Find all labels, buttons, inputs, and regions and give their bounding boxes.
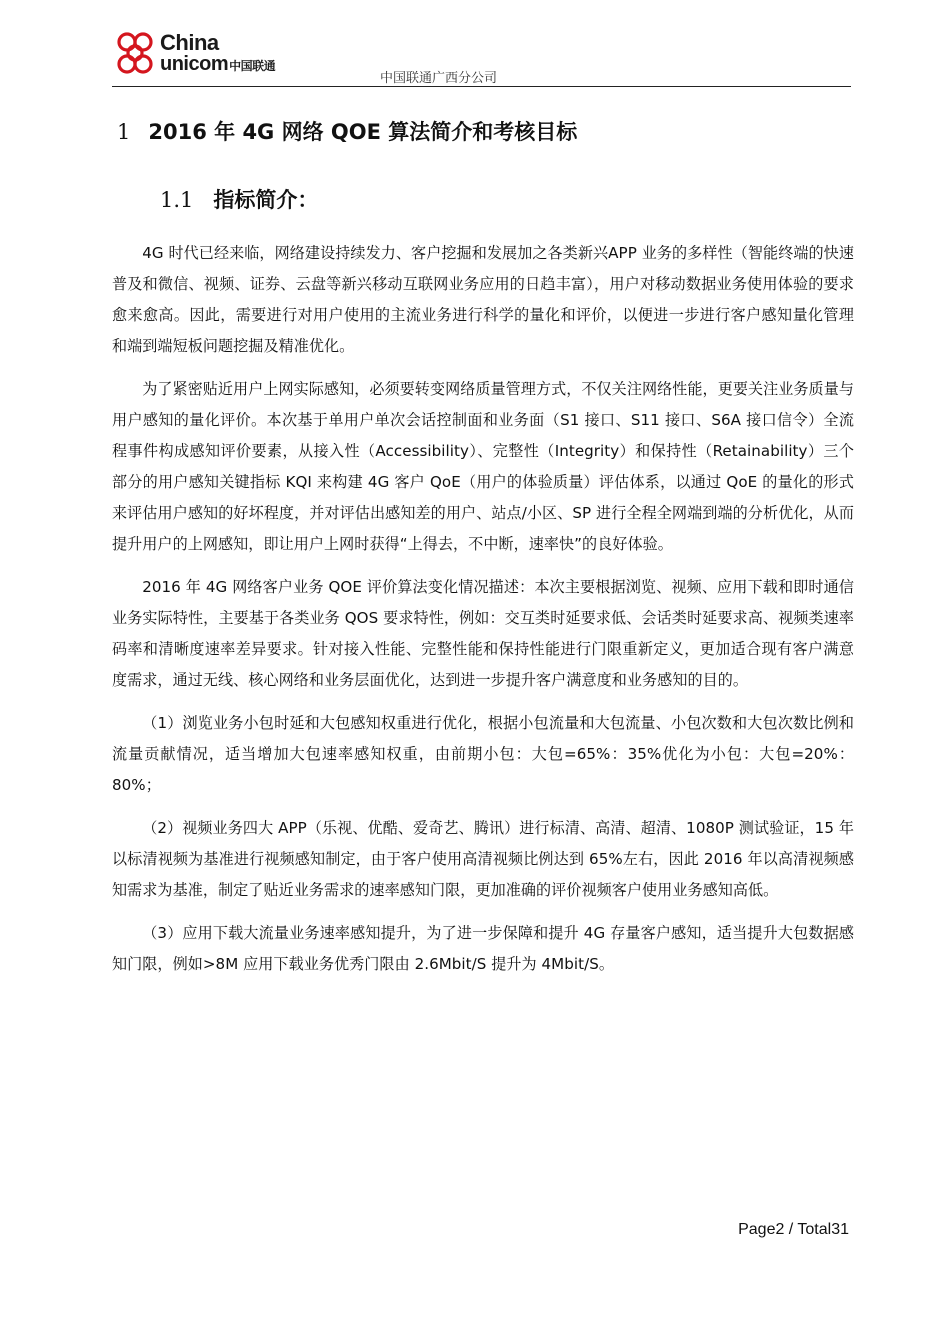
logo-chinese: 中国联通 <box>229 59 276 73</box>
china-unicom-logo <box>112 24 302 80</box>
section-heading <box>117 116 577 146</box>
paragraph-perception: 为了紧密贴近用户上网实际感知，必须要转变网络质量管理方式，不仅关注网络性能，更要关注业务质量与用户感知的量化评价。本次基于单用户单次会话控制面和业务面（S1 接口、S11 接口、S6A 接口信令）全流程事件构成感知评价要素，从接入性（Accessibility）、完整性（Integrity）和保持性（Retainability）三个部分的用户感知关键指标 KQI 来构建 4G 客户 QoE（用户的体验质量）评估体系，以通过 QoE 的量化的形式来评估用户感知的好坏程度，并对评估出感知差的用户、站点/小区、SP 进行全程全网端到端的分析优化，从而提升用户的上网感知，即让用户上网时获得“上得去，不中断，速率快”的良好体验。 <box>112 380 854 553</box>
paragraph-item-download: （3）应用下载大流量业务速率感知提升，为了进一步保障和提升 4G 存量客户感知，适当提升大包数据感知门限，例如>8M 应用下载业务优秀门限由 2.6Mbit/S 提升为 4Mbit/S。 <box>112 924 854 973</box>
paragraph-intro: 4G 时代已经来临，网络建设持续发力、客户挖掘和发展加之各类新兴APP 业务的多样性（智能终端的快速普及和微信、视频、证券、云盘等新兴移动互联网业务应用的日趋丰富），用户对移动数据业务使用体验的要求愈来愈高。因此，需要进行对用户使用的主流业务进行科学的量化和评价，以便进一步进行客户感知量化管理和端到端短板问题挖掘及精准优化。 <box>112 244 854 355</box>
section-title: 2016 年 4G 网络 QOE 算法简介和考核目标 <box>148 120 578 144</box>
paragraph-item-browsing: （1）浏览业务小包时延和大包感知权重进行优化，根据小包流量和大包流量、小包次数和大包次数比例和流量贡献情况，适当增加大包速率感知权重，由前期小包：大包=65%：35%优化为小包：大包=20%：80%； <box>112 714 854 794</box>
unicom-knot-icon <box>112 30 158 76</box>
subsection-heading <box>160 184 318 214</box>
header-organization: 中国联通广西分公司 <box>380 71 498 86</box>
logo-english-line1: China <box>160 30 219 55</box>
logo-english-line2-text: unicom <box>160 53 229 75</box>
logo-english-line2 <box>160 54 275 76</box>
subsection-number: 1.1 <box>160 188 194 212</box>
subsection-title: 指标简介： <box>213 188 319 212</box>
body-text <box>112 238 854 992</box>
page-number: Page2 / Total31 <box>738 1221 849 1238</box>
section-number: 1 <box>117 120 131 144</box>
header-divider <box>112 86 851 87</box>
paragraph-item-video: （2）视频业务四大 APP（乐视、优酷、爱奇艺、腾讯）进行标清、高清、超清、1080P 测试验证，15 年以标清视频为基准进行视频感知制定，由于客户使用高清视频比例达到 65%左右，因此 2016 年以高清视频感知需求为基准，制定了贴近业务需求的速率感知门限，更加准确的评价视频客户使用业务感知高低。 <box>112 819 854 899</box>
paragraph-algorithm: 2016 年 4G 网络客户业务 QOE 评价算法变化情况描述：本次主要根据浏览、视频、应用下载和即时通信业务实际特性，主要基于各类业务 QOS 要求特性，例如：交互类时延要求低、会话类时延要求高、视频类速率码率和清晰度速率差异要求。针对接入性能、完整性能和保持性能进行门限重新定义，更加适合现有客户满意度需求，通过无线、核心网络和业务层面优化，达到进一步提升客户满意度和业务感知的目的。 <box>112 578 854 689</box>
